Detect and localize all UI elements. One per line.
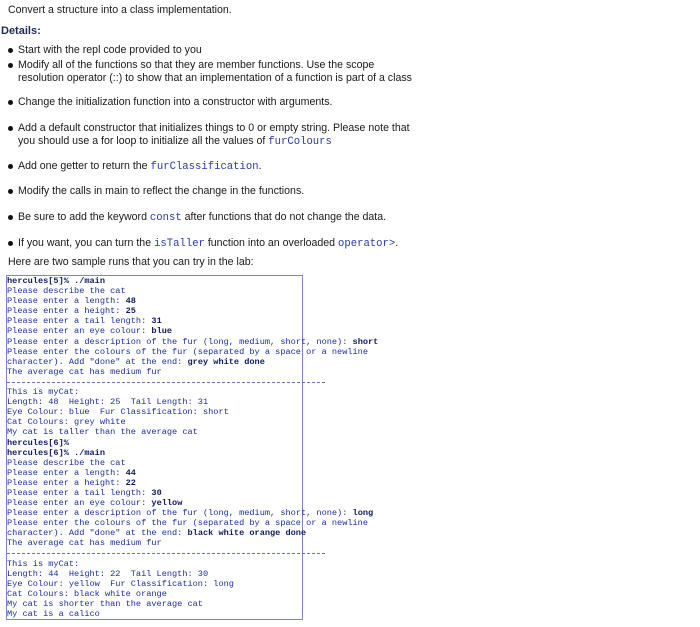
bullet-text-part: . bbox=[395, 237, 399, 249]
terminal-text: My cat is shorter than the average cat bbox=[7, 599, 203, 609]
terminal-line bbox=[7, 549, 378, 559]
terminal-text: Cat Colours: black white orange bbox=[7, 588, 167, 599]
bullet-text bbox=[18, 237, 398, 250]
terminal-input-text: grey white done bbox=[187, 356, 265, 367]
terminal-line bbox=[7, 468, 378, 478]
terminal-line bbox=[7, 407, 378, 417]
terminal-text: Please describe the cat bbox=[7, 286, 126, 297]
bullet-dot bbox=[8, 189, 13, 194]
terminal-text: Please enter a height: bbox=[7, 477, 126, 488]
terminal-line bbox=[7, 458, 378, 468]
terminal-text: My cat is a calico bbox=[7, 609, 100, 620]
bullet-text: Modify all of the functions so that they are member functions. Use the scope bbox=[18, 59, 375, 71]
bullet-dot bbox=[8, 164, 13, 169]
terminal-line bbox=[7, 599, 378, 609]
terminal-text: Length: 48 Height: 25 Tail Length: 31 bbox=[7, 397, 209, 408]
terminal-line bbox=[7, 538, 378, 548]
sample-intro: Here are two sample runs that you can try in the lab: bbox=[8, 256, 254, 268]
terminal-input-text: blue bbox=[151, 326, 173, 337]
terminal-text: character). Add "done" at the end: bbox=[7, 356, 188, 367]
terminal-line bbox=[7, 326, 378, 336]
terminal-line bbox=[7, 569, 378, 579]
terminal-input-text: hercules[6]% bbox=[7, 437, 69, 448]
bullet-text: Modify the calls in main to reflect the change in the functions. bbox=[18, 185, 305, 197]
details-heading: Details: bbox=[1, 25, 41, 37]
terminal-text: My cat is taller than the average cat bbox=[7, 427, 198, 438]
terminal-line bbox=[7, 478, 378, 488]
terminal-line bbox=[7, 276, 378, 286]
bullet-text-continued: resolution operator (::) to show that an implementation of a function is part of a class bbox=[18, 72, 412, 84]
bullet-dot bbox=[8, 100, 13, 105]
terminal-text: Please describe the cat bbox=[7, 457, 126, 468]
terminal-line bbox=[7, 357, 378, 367]
bullet-text-part: you should use a for loop to initialize all the values of bbox=[18, 135, 269, 147]
terminal-line bbox=[7, 337, 378, 347]
terminal-text: Please enter a description of the fur (long, medium, short, none): bbox=[7, 508, 353, 519]
terminal-line bbox=[7, 296, 378, 306]
terminal-line bbox=[7, 518, 378, 528]
terminal-text: Please enter an eye colour: bbox=[7, 326, 152, 337]
code-operator: operator> bbox=[338, 238, 396, 250]
terminal-line bbox=[7, 387, 378, 397]
terminal-input-text: short bbox=[352, 336, 379, 347]
terminal-text: The average cat has medium fur bbox=[7, 538, 162, 549]
terminal-line bbox=[7, 438, 378, 448]
intro-text: Convert a structure into a class implementation. bbox=[8, 4, 232, 16]
terminal-input-text: long bbox=[352, 508, 374, 519]
bullet-dot bbox=[8, 241, 13, 246]
code-furcolours: furColours bbox=[268, 136, 332, 148]
terminal-line bbox=[7, 498, 378, 508]
terminal-line bbox=[7, 508, 378, 518]
terminal-line bbox=[7, 427, 378, 437]
terminal-line bbox=[7, 448, 378, 458]
code-furclassification: furClassification bbox=[150, 161, 259, 173]
terminal-line bbox=[7, 579, 378, 589]
terminal-text: Please enter an eye colour: bbox=[7, 498, 152, 509]
terminal-input-text: hercules[5]% ./main bbox=[7, 276, 105, 286]
terminal-line bbox=[7, 286, 378, 296]
terminal-text: This is myCat: bbox=[7, 387, 80, 398]
bullet-text-continued bbox=[18, 135, 332, 148]
terminal-text: This is myCat: bbox=[7, 558, 80, 569]
bullet-text: Add a default constructor that initializes things to 0 or empty string. Please note that bbox=[18, 122, 410, 134]
terminal-text: Length: 44 Height: 22 Tail Length: 30 bbox=[7, 568, 209, 579]
terminal-text: character). Add "done" at the end: bbox=[7, 528, 188, 539]
terminal-input-text: 44 bbox=[125, 467, 136, 478]
terminal-text: Please enter the colours of the fur (separated by a space or a newline bbox=[7, 518, 368, 529]
terminal-line bbox=[7, 347, 378, 357]
terminal-input-text: yellow bbox=[151, 498, 183, 509]
terminal-input-text: 22 bbox=[125, 477, 136, 488]
bullet-text-part: Be sure to add the keyword bbox=[18, 211, 150, 223]
terminal-text: Eye Colour: yellow Fur Classification: long bbox=[7, 578, 234, 589]
terminal-input-text: 48 bbox=[125, 296, 136, 307]
bullet-text bbox=[18, 160, 262, 173]
terminal-text: Eye Colour: blue Fur Classification: short bbox=[7, 407, 229, 418]
terminal-text: Cat Colours: grey white bbox=[7, 417, 126, 428]
terminal-line bbox=[7, 306, 378, 316]
terminal-text: Please enter a length: bbox=[7, 296, 126, 307]
bullet-dot bbox=[8, 126, 13, 131]
code-istaller: isTaller bbox=[154, 238, 205, 250]
terminal-input-text: hercules[6]% ./main bbox=[7, 447, 105, 458]
terminal-line bbox=[7, 417, 378, 427]
terminal-line bbox=[7, 528, 378, 538]
bullet-dot bbox=[8, 63, 13, 68]
bullet-dot bbox=[8, 215, 13, 220]
terminal-line bbox=[7, 488, 378, 498]
terminal-line bbox=[7, 367, 378, 377]
terminal-line bbox=[7, 559, 378, 569]
terminal-line bbox=[7, 377, 378, 387]
terminal-line bbox=[7, 589, 378, 599]
terminal-input-text: 31 bbox=[151, 316, 162, 327]
bullet-text: Start with the repl code provided to you bbox=[18, 44, 202, 56]
terminal-input-text: 30 bbox=[151, 487, 162, 498]
terminal-text: Please enter the colours of the fur (separated by a space or a newline bbox=[7, 346, 368, 357]
terminal-line bbox=[7, 316, 378, 326]
terminal-input-text: 25 bbox=[125, 306, 136, 317]
terminal-text: Please enter a height: bbox=[7, 306, 126, 317]
terminal-text: Please enter a tail length: bbox=[7, 487, 152, 498]
terminal-input-text: black white orange done bbox=[187, 528, 307, 539]
bullet-text-part: after functions that do not change the data. bbox=[181, 211, 387, 223]
bullet-text: Change the initialization function into a constructor with arguments. bbox=[18, 96, 333, 108]
terminal-line bbox=[7, 609, 378, 619]
bullet-text-part: If you want, you can turn the bbox=[18, 237, 155, 249]
terminal-text: Please enter a length: bbox=[7, 467, 126, 478]
terminal-line bbox=[7, 397, 378, 407]
terminal-text: Please enter a tail length: bbox=[7, 316, 152, 327]
bullet-text-part: . bbox=[258, 160, 262, 172]
terminal-text: Please enter a description of the fur (long, medium, short, none): bbox=[7, 336, 353, 347]
code-const: const bbox=[149, 212, 182, 224]
terminal-text: The average cat has medium fur bbox=[7, 366, 162, 377]
bullet-dot bbox=[8, 48, 13, 53]
bullet-text bbox=[18, 211, 386, 224]
terminal-output bbox=[7, 276, 378, 619]
bullet-text-part: function into an overloaded bbox=[204, 237, 339, 249]
bullet-text-part: Add one getter to return the bbox=[18, 160, 151, 172]
